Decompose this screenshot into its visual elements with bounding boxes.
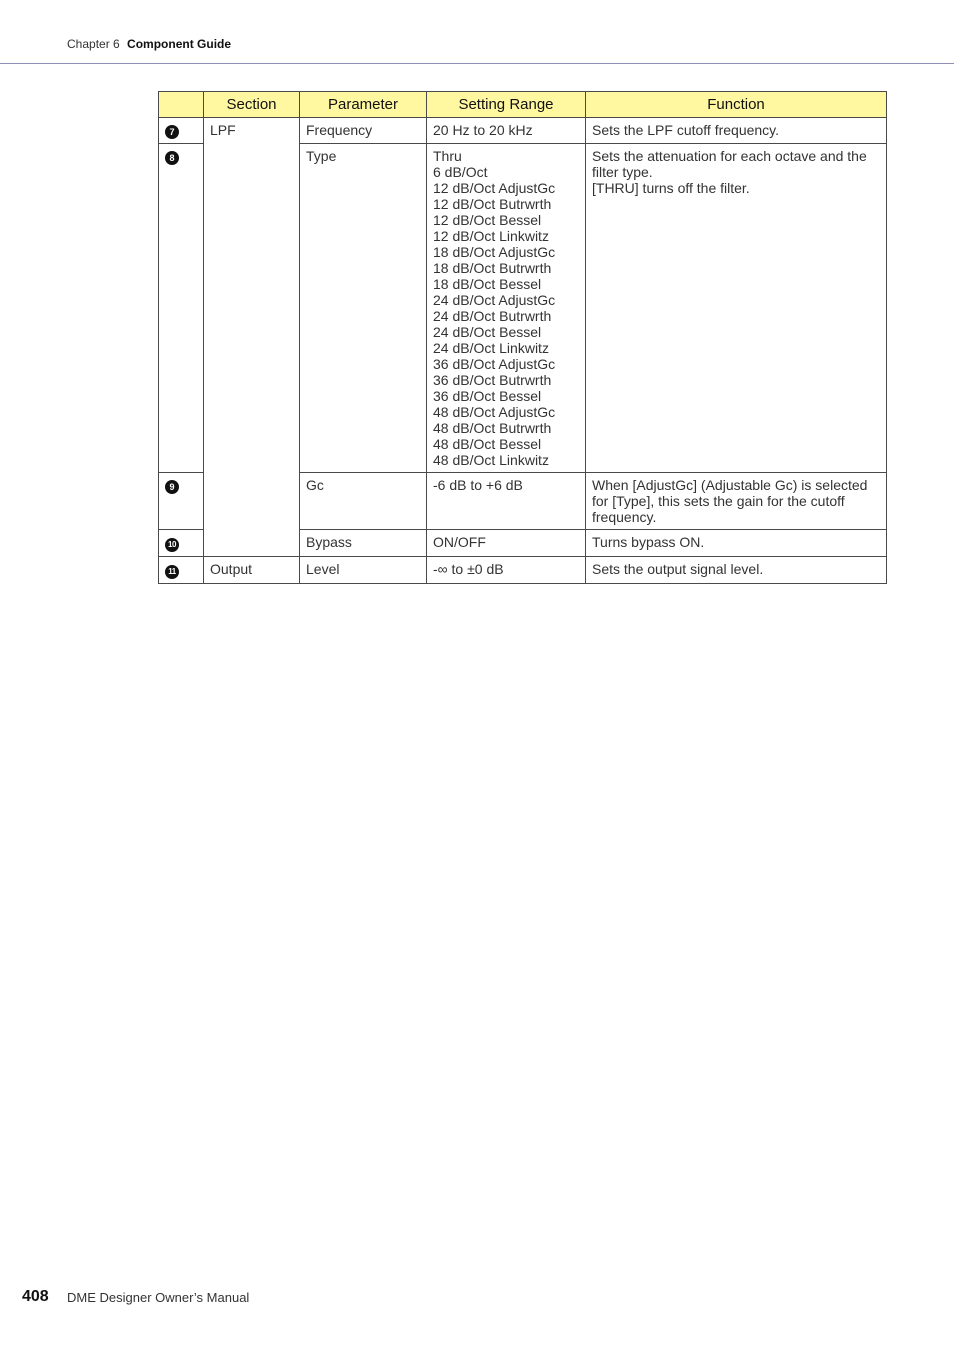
chapter-label: Chapter 6 <box>67 37 120 51</box>
range-line: 6 dB/Oct <box>433 164 488 180</box>
parameter-table <box>158 91 887 584</box>
parameter-cell: Level <box>300 557 427 584</box>
row-number-cell <box>159 144 204 473</box>
range-line: 24 dB/Oct Butrwrth <box>433 308 552 324</box>
number-badge: 9 <box>165 480 179 494</box>
column-header-parameter: Parameter <box>300 92 427 118</box>
range-line: 12 dB/Oct Bessel <box>433 212 542 228</box>
page-number: 408 <box>22 1288 49 1305</box>
row-number-cell <box>159 530 204 557</box>
function-cell <box>586 144 887 473</box>
range-line: 12 dB/Oct Linkwitz <box>433 228 549 244</box>
range-cell <box>427 557 586 584</box>
range-line: 48 dB/Oct Linkwitz <box>433 452 549 468</box>
range-line: -∞ to ±0 dB <box>433 561 504 577</box>
header-rule <box>0 63 954 64</box>
table-row <box>159 118 887 144</box>
parameter-cell: Gc <box>300 473 427 530</box>
number-badge: 11 <box>165 565 179 579</box>
function-cell <box>586 557 887 584</box>
range-line: -6 dB to +6 dB <box>433 477 523 493</box>
function-line: for [Type], this sets the gain for the cutoff <box>592 493 845 509</box>
range-line: 24 dB/Oct AdjustGc <box>433 292 556 308</box>
manual-title: DME Designer Owner’s Manual <box>67 1290 250 1305</box>
range-line: 12 dB/Oct Butrwrth <box>433 196 552 212</box>
range-line: Thru <box>433 148 462 164</box>
row-number-cell <box>159 557 204 584</box>
range-line: 24 dB/Oct Bessel <box>433 324 542 340</box>
range-line: 48 dB/Oct AdjustGc <box>433 404 556 420</box>
parameter-cell: Type <box>300 144 427 473</box>
section-cell-lpf: LPF <box>204 118 300 557</box>
chapter-title: Component Guide <box>127 37 232 51</box>
range-cell <box>427 530 586 557</box>
range-line: 48 dB/Oct Butrwrth <box>433 420 552 436</box>
range-line: 36 dB/Oct AdjustGc <box>433 356 556 372</box>
range-cell <box>427 144 586 473</box>
function-line: Turns bypass ON. <box>592 534 705 550</box>
column-header-function: Function <box>586 92 887 118</box>
range-line: 18 dB/Oct Bessel <box>433 276 542 292</box>
parameter-cell: Bypass <box>300 530 427 557</box>
range-line: 18 dB/Oct AdjustGc <box>433 244 556 260</box>
column-header-number <box>159 92 204 118</box>
row-number-cell <box>159 118 204 144</box>
number-badge: 10 <box>165 538 179 552</box>
function-cell <box>586 473 887 530</box>
function-line: When [AdjustGc] (Adjustable Gc) is selected <box>592 477 868 493</box>
function-line: Sets the LPF cutoff frequency. <box>592 122 780 138</box>
range-line: 20 Hz to 20 kHz <box>433 122 533 138</box>
section-cell-output: Output <box>204 557 300 584</box>
range-line: 48 dB/Oct Bessel <box>433 436 542 452</box>
column-header-section: Section <box>204 92 300 118</box>
function-cell <box>586 530 887 557</box>
column-header-setting-range: Setting Range <box>427 92 586 118</box>
range-cell <box>427 118 586 144</box>
range-line: 12 dB/Oct AdjustGc <box>433 180 556 196</box>
range-line: 36 dB/Oct Butrwrth <box>433 372 552 388</box>
number-badge: 7 <box>165 125 179 139</box>
table-row <box>159 557 887 584</box>
function-line: frequency. <box>592 509 657 525</box>
function-line: Sets the output signal level. <box>592 561 764 577</box>
row-number-cell <box>159 473 204 530</box>
function-line: Sets the attenuation for each octave and the <box>592 148 867 164</box>
range-cell <box>427 473 586 530</box>
range-line: ON/OFF <box>433 534 486 550</box>
running-header <box>67 37 231 51</box>
range-line: 18 dB/Oct Butrwrth <box>433 260 552 276</box>
range-line: 36 dB/Oct Bessel <box>433 388 542 404</box>
number-badge: 8 <box>165 151 179 165</box>
function-cell <box>586 118 887 144</box>
parameter-cell: Frequency <box>300 118 427 144</box>
function-line: [THRU] turns off the filter. <box>592 180 750 196</box>
range-line: 24 dB/Oct Linkwitz <box>433 340 549 356</box>
function-line: filter type. <box>592 164 653 180</box>
table-header-row <box>159 92 887 118</box>
